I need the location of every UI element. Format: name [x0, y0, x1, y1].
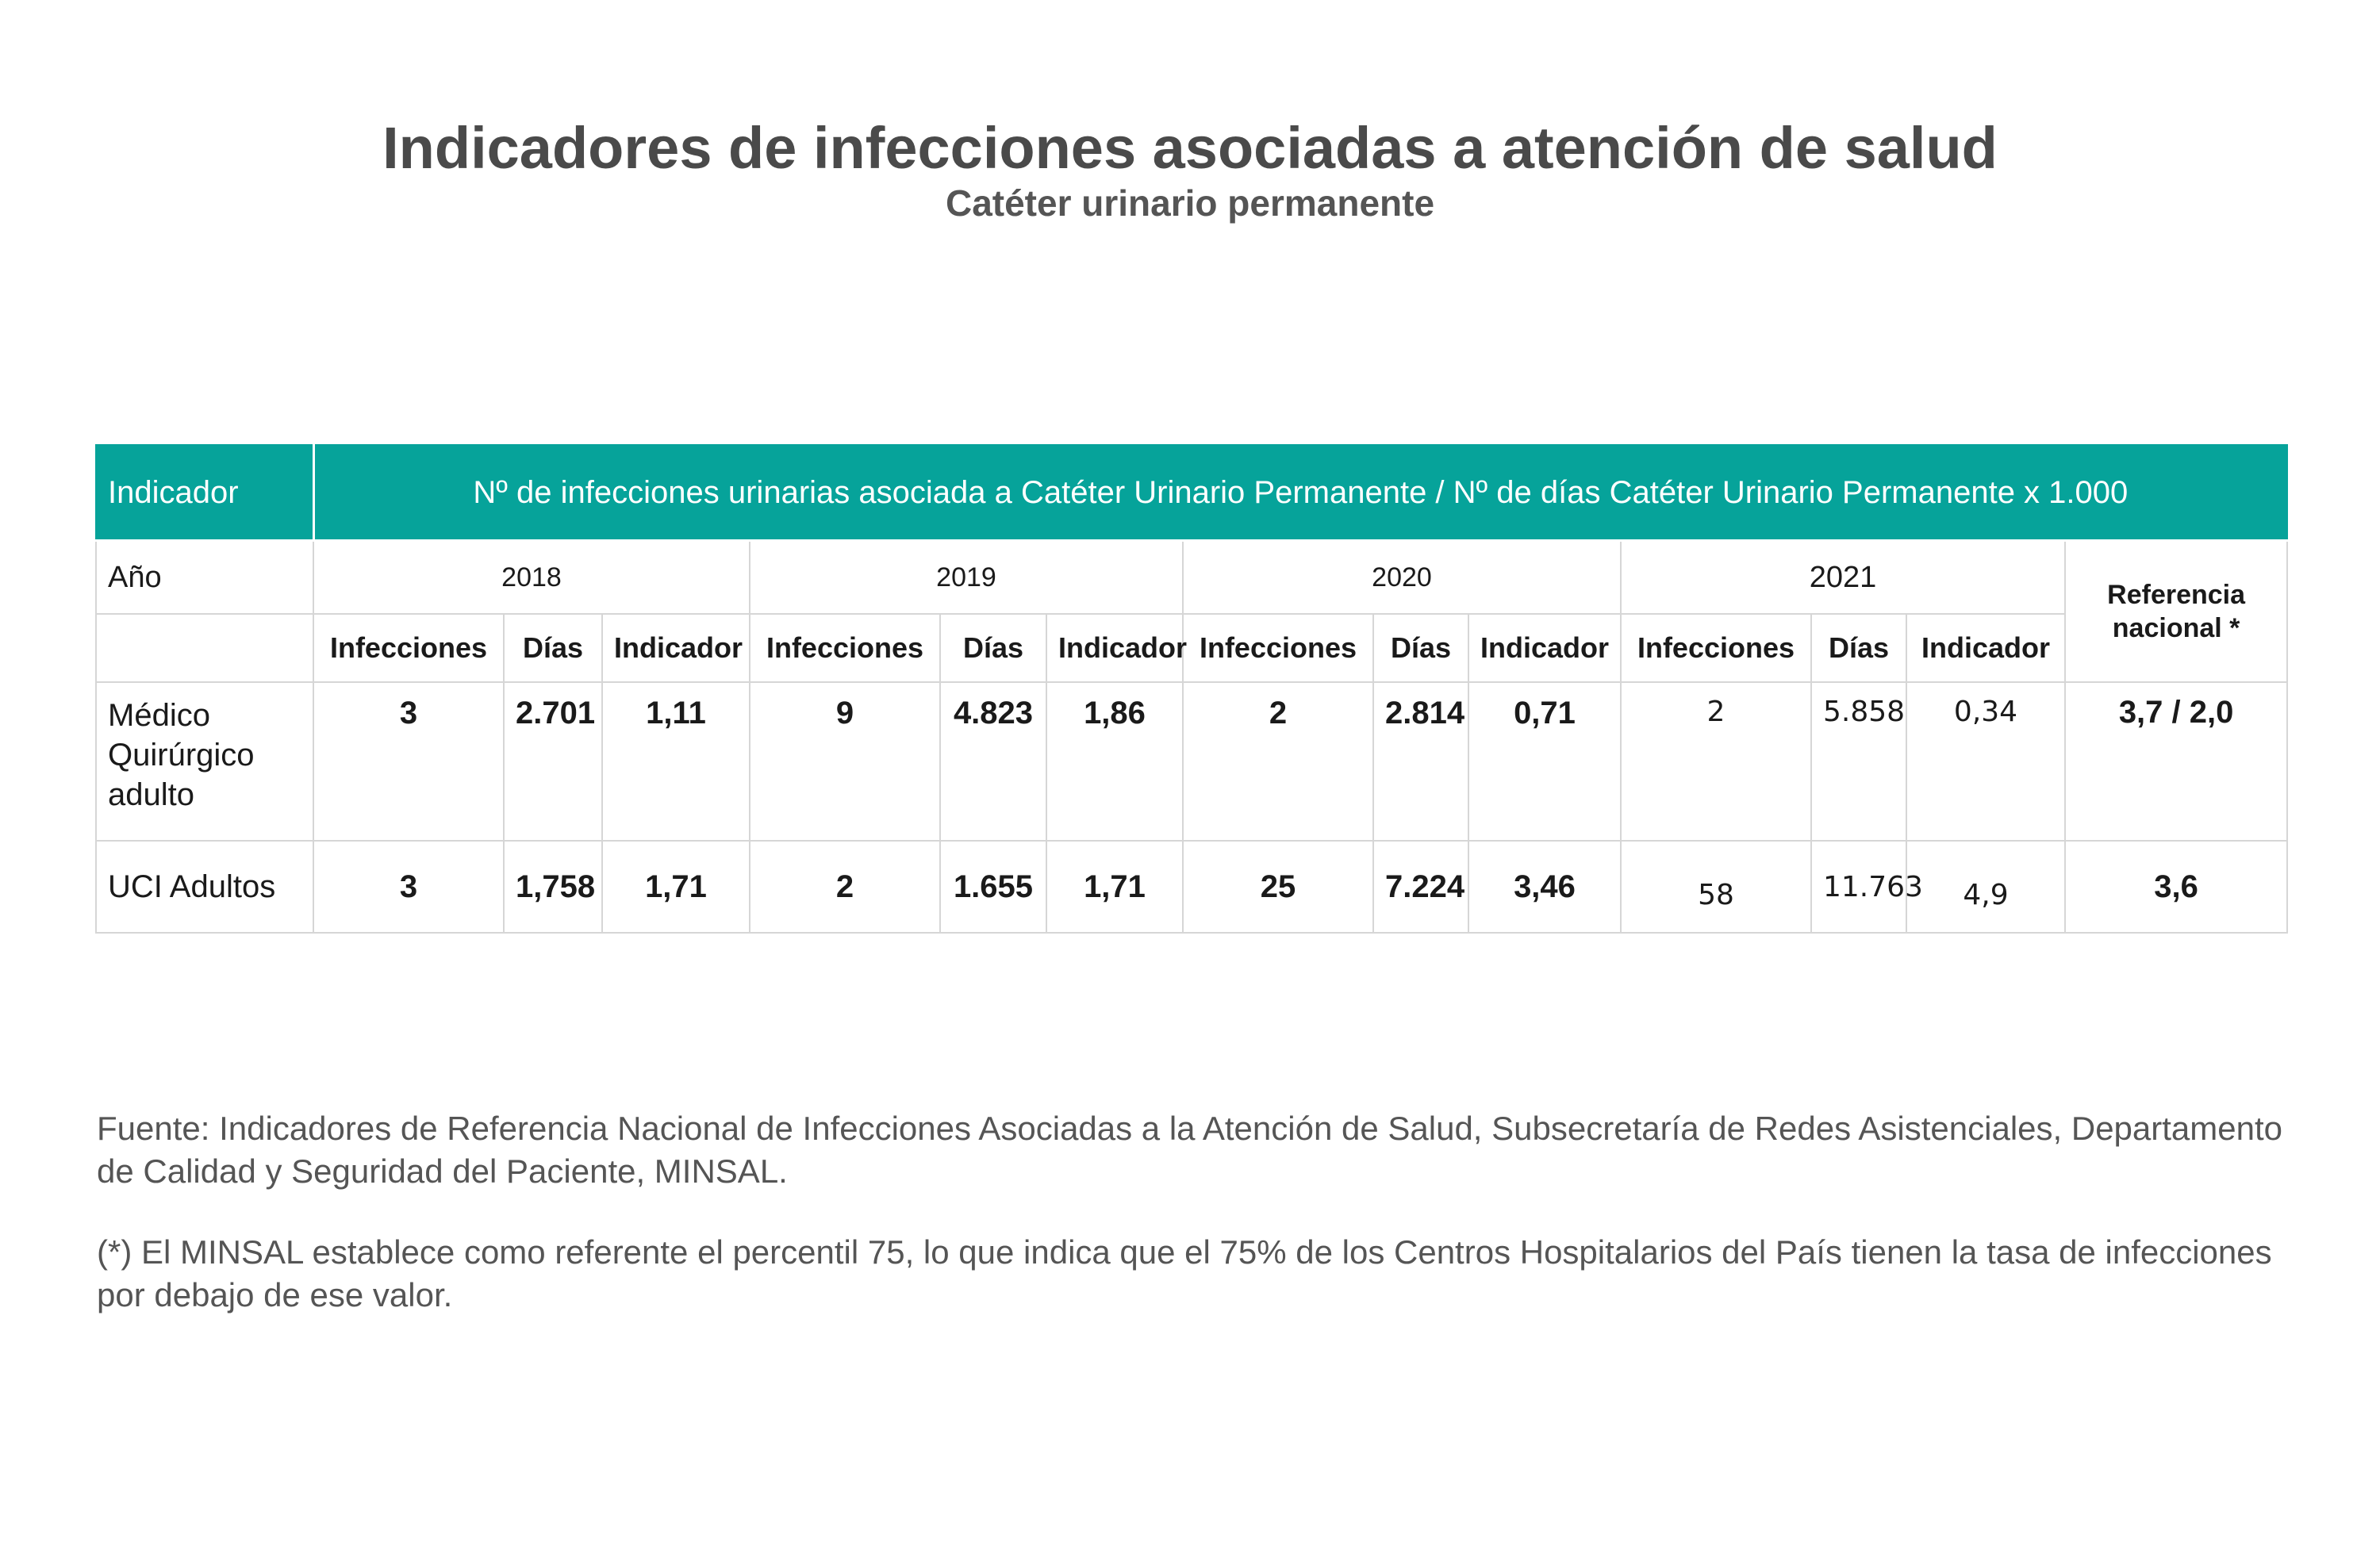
row-label: UCI Adultos — [96, 841, 313, 933]
year-label: Año — [96, 541, 313, 615]
cell-value: 2.814 — [1373, 682, 1468, 841]
year-2019: 2019 — [750, 541, 1183, 615]
cell-value: 25 — [1183, 841, 1373, 933]
cell-value: 1,71 — [602, 841, 750, 933]
cell-value: 1,71 — [1046, 841, 1183, 933]
subheader-indicador: Indicador — [602, 614, 750, 682]
table-header-row — [96, 445, 2287, 541]
reference-value: 3,7 / 2,0 — [2065, 682, 2287, 841]
subheader-dias: Días — [940, 614, 1046, 682]
indicators-table — [95, 444, 2288, 934]
subheader-indicador: Indicador — [1906, 614, 2065, 682]
subheader-indicador: Indicador — [1468, 614, 1621, 682]
year-2018: 2018 — [313, 541, 750, 615]
cell-value: 2 — [750, 841, 940, 933]
cell-value: 4.823 — [940, 682, 1046, 841]
year-2021: 2021 — [1621, 541, 2065, 615]
subheader-dias: Días — [1811, 614, 1906, 682]
cell-value: 2 — [1621, 682, 1811, 841]
empty-cell — [96, 614, 313, 682]
cell-value: 0,71 — [1468, 682, 1621, 841]
cell-value: 4,9 — [1906, 841, 2065, 933]
cell-value: 3,46 — [1468, 841, 1621, 933]
cell-value: 58 — [1621, 841, 1811, 933]
cell-value: 1.655 — [940, 841, 1046, 933]
cell-value: 1,86 — [1046, 682, 1183, 841]
subheader-row — [96, 614, 2287, 682]
year-2020: 2020 — [1183, 541, 1621, 615]
subheader-dias: Días — [504, 614, 602, 682]
subheader-dias: Días — [1373, 614, 1468, 682]
table-row — [96, 841, 2287, 933]
cell-value: 2.701 — [504, 682, 602, 841]
subheader-infecciones: Infecciones — [1183, 614, 1373, 682]
cell-value: 11.763 — [1811, 841, 1906, 933]
cell-value: 0,34 — [1906, 682, 2065, 841]
page-subtitle: Catéter urinario permanente — [945, 182, 1435, 224]
cell-value: 2 — [1183, 682, 1373, 841]
row-label: Médico Quirúrgico adulto — [96, 682, 313, 841]
table-row — [96, 682, 2287, 841]
cell-value: 9 — [750, 682, 940, 841]
cell-value: 5.858 — [1811, 682, 1906, 841]
subheader-infecciones: Infecciones — [313, 614, 504, 682]
indicator-label: Indicador — [96, 445, 313, 541]
page-title: Indicadores de infecciones asociadas a atención de salud — [382, 115, 1998, 181]
cell-value: 1,11 — [602, 682, 750, 841]
cell-value: 7.224 — [1373, 841, 1468, 933]
source-note: Fuente: Indicadores de Referencia Nacional de Infecciones Asociadas a la Atención de Salud, Subsecretaría de Redes Asistenciales, Departamento de Calidad y Seguridad del Paciente, MINSAL. — [97, 1110, 2283, 1190]
subheader-infecciones: Infecciones — [1621, 614, 1811, 682]
year-row — [96, 541, 2287, 615]
indicator-formula: Nº de infecciones urinarias asociada a Catéter Urinario Permanente / Nº de días Catéter Urinario Permanente x 1.000 — [313, 445, 2287, 541]
subheader-indicador: Indicador — [1046, 614, 1183, 682]
cell-value: 3 — [313, 841, 504, 933]
reference-value: 3,6 — [2065, 841, 2287, 933]
subheader-infecciones: Infecciones — [750, 614, 940, 682]
cell-value: 1,758 — [504, 841, 602, 933]
reference-header: Referencia nacional * — [2065, 541, 2287, 683]
footnote: (*) El MINSAL establece como referente el percentil 75, lo que indica que el 75% de los Centros Hospitalarios del País tienen la tasa de infecciones por debajo de ese valor. — [97, 1233, 2272, 1313]
cell-value: 3 — [313, 682, 504, 841]
